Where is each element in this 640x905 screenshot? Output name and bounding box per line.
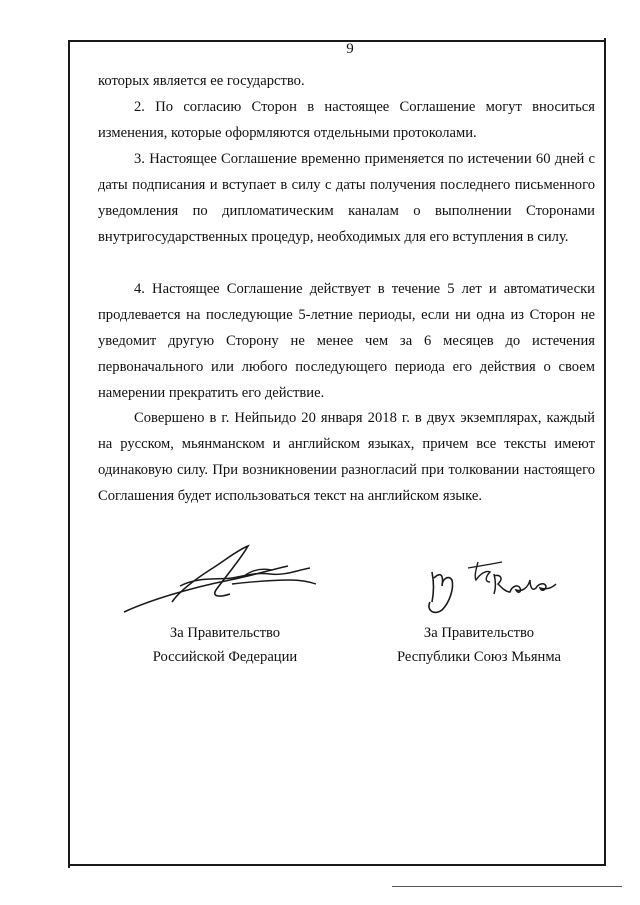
scan-edge-line (392, 886, 622, 887)
signatory-block-left (130, 621, 320, 669)
signature-myanmar (420, 558, 560, 620)
signatory-right-line2: Республики Союз Мьянма (397, 649, 561, 665)
paragraph-2 (98, 94, 595, 146)
signatory-block-right (384, 621, 574, 669)
paragraph-3-text: 3. Настоящее Соглашение временно применяется по истечении 60 дней с даты подписания и вступает в силу с даты получения последнего письменного уведомления по дипломатическим каналам о выполнении Сторонами внутригосударственных процедур, необходимых для его вступления в силу. (98, 151, 595, 245)
page-frame-right (604, 38, 606, 864)
closing-paragraph (98, 405, 595, 509)
paragraph-4 (98, 276, 595, 406)
signature-russian-federation (120, 540, 320, 620)
continuation-text: которых является ее государство. (98, 73, 305, 89)
paragraph-4-text: 4. Настоящее Соглашение действует в течение 5 лет и автоматически продлевается на последующие 5-летние периоды, если ни одна из Сторон не уведомит другую Сторону не менее чем за 6 месяцев до истечения первоначального или любого последующего периода его действия о своем намерении прекратить его действие. (98, 281, 595, 401)
signatory-left-line2: Российской Федерации (152, 649, 298, 665)
signatory-left-line1: За Правительство (169, 625, 281, 641)
paragraph-3 (98, 146, 595, 250)
page-frame-left (68, 40, 70, 868)
page-number: 9 (346, 41, 354, 57)
continuation-line (98, 68, 595, 94)
paragraph-2-text: 2. По согласию Сторон в настоящее Соглашение могут вноситься изменения, которые оформляются отдельными протоколами. (98, 99, 595, 141)
signatory-right-line1: За Правительство (423, 625, 535, 641)
page-frame-bottom (68, 864, 606, 866)
closing-paragraph-text: Совершено в г. Нейпьидо 20 января 2018 г. в двух экземплярах, каждый на русском, мьянманском и английском языках, причем все тексты имеют одинаковую силу. При возникновении разногласий при толковании настоящего Соглашения будет использоваться текст на английском языке. (98, 410, 595, 504)
